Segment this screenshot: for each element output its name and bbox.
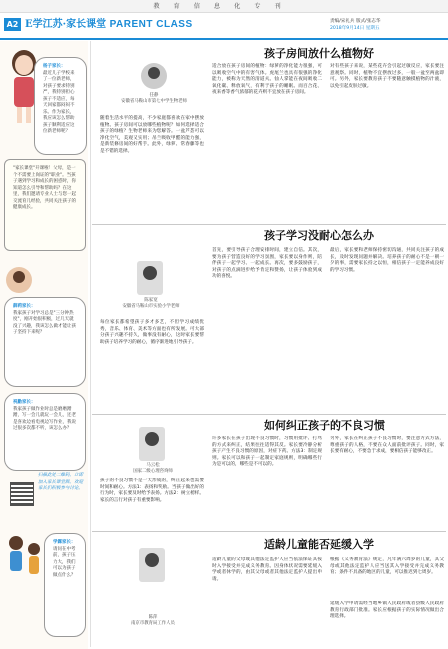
expert-name: 陈萍 (148, 615, 158, 620)
intro-text: "家长课堂"开课啦！父母，是一个不需要上岗证的"职业"。当孩子遇到学习和成长的困惑时，你知道怎么引导和帮助吗？在这里，我们邀请专业人士与您一起交流育儿经验，共同关注孩子的健康成长。 (13, 166, 76, 211)
article-column: 适龄儿童的父母或其他法定监护人应当依法保证其按时入学接受并完成义务教育。因身体状况需要延缓入学或者休学的，由其父母或者其他法定监护人提出申请。 (212, 557, 322, 582)
parent-question-1 (34, 57, 87, 155)
issue-meta (330, 19, 381, 33)
article-column: 适合放在孩子房间的植物：绿萝的净化能力很强，可以吸收空气中的有害气体。虎尾兰也具有很强的净化能力，被称为天然的清道夫。仙人掌能在夜间吸收二氧化碳、释放氧气，有利于孩子的睡眠。而百合花、夜来香等香气浓郁的花卉则不宜放在孩子房间。 (212, 64, 322, 96)
article-column: 对有些孩子来说，某些花卉会引起过敏反应，家长要注意观察。同时，植物不宜摆放过多，一般一盆至两盆即可。另外，家长要教育孩子不要随意触摸植物的汁液，以免引起皮肤过敏。 (330, 64, 444, 89)
section-divider (92, 224, 446, 225)
expert-info (116, 298, 186, 311)
qr-code[interactable] (10, 482, 34, 506)
article-column: 首先，要引导孩子合理安排时间，建立自信。其次，要为孩子营造良好的学习氛围，家长要以身作则，陪伴孩子一起学习、一起成长。再次，要多鼓励孩子，对孩子的点滴进步给予肯定和赞扬，让孩子体验到成功的喜悦。 (212, 248, 322, 280)
page-title (25, 18, 193, 31)
parent-question-text: 请问在中考前，孩子压力大，我们可以为孩子做点什么？ (53, 546, 76, 578)
article-habits (94, 416, 446, 526)
parent-name: 学霖家长： (53, 540, 76, 545)
issue-date: 2018年9月14日 星期五 (330, 25, 380, 31)
expert-org: 安徽省马鞍山市第七中学生物老师 (121, 99, 187, 105)
qr-caption: 扫描此处二维码，立即加入家长课堂群。欢迎家长们积极参与讨论。 (38, 473, 83, 492)
top-banner: 教育信息化专刊 (0, 0, 448, 13)
expert-name: 任静 (149, 93, 159, 98)
column-divider (90, 41, 91, 647)
expert-name: 马云松 (146, 463, 160, 468)
expert-org: 国家二级心理咨询师 (133, 469, 173, 475)
parent-name: 祝勤家长： (13, 400, 36, 405)
parent-question-4 (44, 533, 86, 637)
editor-credit: 责编/宋礼兵 版式/张志华 (330, 19, 381, 24)
expert-avatar (138, 426, 166, 462)
expert-info (118, 463, 188, 476)
expert-info (118, 615, 188, 628)
expert-name: 陈家宽 (144, 298, 158, 303)
parent-name: 杨子家长： (43, 64, 66, 69)
family-illustration (4, 531, 46, 587)
article-title: 孩子学习没耐心怎么办 (264, 229, 374, 242)
parent-question-text: 最近儿子学校来了一位新老师，对孩子要求特别严，我特别担心孩子不适应，每天回家都闷闷不乐。作为家长，我应该怎么帮助孩子顺利适应这位新老师呢？ (43, 70, 75, 135)
parent-question-text: 我家孩子做作业时总是磨磨蹭蹭，写一会儿就玩一会儿，还老是喜欢边看电视边写作业，我说过很多次都不听，该怎么办？ (13, 406, 76, 432)
sidebar (0, 41, 88, 649)
article-title: 如何纠正孩子的不良习惯 (264, 419, 385, 432)
expert-org: 安徽省马鞍山市实验小学老师 (122, 304, 180, 310)
expert-avatar (138, 547, 166, 583)
article-column: 另外，家长在纠正孩子不良习惯时，要注意方式方法，尊重孩子的人格，不要在众人面前批评孩子。同时，家长要有耐心，不要急于求成，要相信孩子能够改正。 (330, 436, 444, 455)
article-title: 孩子房间放什么植物好 (264, 47, 374, 60)
article-school-entry (94, 533, 446, 645)
page-title-en: PARENT CLASS (109, 19, 193, 30)
parent-question-2 (4, 297, 86, 387)
article-column: 延缓入学申请需经当地乡镇人民政府或者县级人民政府教育行政部门批准。家长应根据孩子的实际情况做出合理选择。 (330, 601, 444, 620)
article-column: 孩子的不良习惯不是一天形成的，纠正起来也需要时间和耐心。方法1：表扬和奖励。当孩子做出好的行为时，家长要及时给予表扬。方法2：树立榜样。家长的言行对孩子有重要影响。 (100, 478, 204, 503)
parent-question-text: 我家孩子对学习总是"三分钟热度"，刚开始很积极，过几天就没了兴趣，我该怎么做才能让孩子坚持下来呢？ (13, 310, 76, 336)
parent-question-3 (4, 393, 86, 471)
article-plants (94, 44, 446, 222)
section-divider (92, 414, 446, 415)
article-column: 许多家长在孩子出现不良习惯时，习惯用批评、打骂的方式来纠正，结果往往适得其反。家长要冷静分析孩子产生不良习惯的原因，对症下药。方法3：制定规则。家长可以和孩子一起制定家庭规则，明确哪些行为是可以的，哪些是不可以的。 (212, 436, 322, 468)
expert-avatar (136, 260, 164, 296)
article-column: 最后，家长要和老师保持密切沟通，共同关注孩子的成长，及时发现问题并解决。培养孩子的耐心不是一朝一夕的事，需要家长持之以恒，相信孩子一定能养成良好的学习习惯。 (330, 248, 444, 273)
expert-avatar (140, 62, 168, 90)
article-column: 根据《义务教育法》规定，凡年满六周岁的儿童，其父母或其他法定监护人应当送其入学接受并完成义务教育；条件不具备的地区的儿童，可以推迟到七周岁。 (330, 557, 444, 576)
page-number: A2 (4, 18, 21, 31)
article-patience (94, 226, 446, 412)
page-header (0, 13, 448, 40)
article-title: 适龄儿童能否延缓入学 (264, 538, 374, 551)
article-column: 随着生活水平的提高，不少家庭都喜欢在家中摆放植物。孩子房间可以放哪些植物呢？如何选择适合孩子的绿植？生物老师来为您解答。一盆芦荟可以净化空气，美观又实用；吊兰吸收甲醛的能力强，是新装修房间的好帮手。此外，绿萝、常春藤等也是不错的选择。 (100, 116, 204, 154)
intro-box (4, 159, 86, 251)
article-column: 每位家长都希望孩子多才多艺，不但学习成绩优秀，音乐、体育、美术等方面也有所发展。可大部分孩子兴趣不持久，做事没有耐心，这时家长要帮助孩子培养学习的耐心，循序渐进地引导孩子。 (100, 320, 204, 345)
parent-name: 薛莉家长： (13, 304, 36, 309)
expert-info (119, 93, 189, 106)
section-divider (92, 531, 446, 532)
parent-avatar-icon (4, 265, 34, 295)
expert-org: 南京市教育局工作人员 (131, 621, 175, 627)
page-title-cn: E学江苏·家长课堂 (25, 19, 107, 30)
